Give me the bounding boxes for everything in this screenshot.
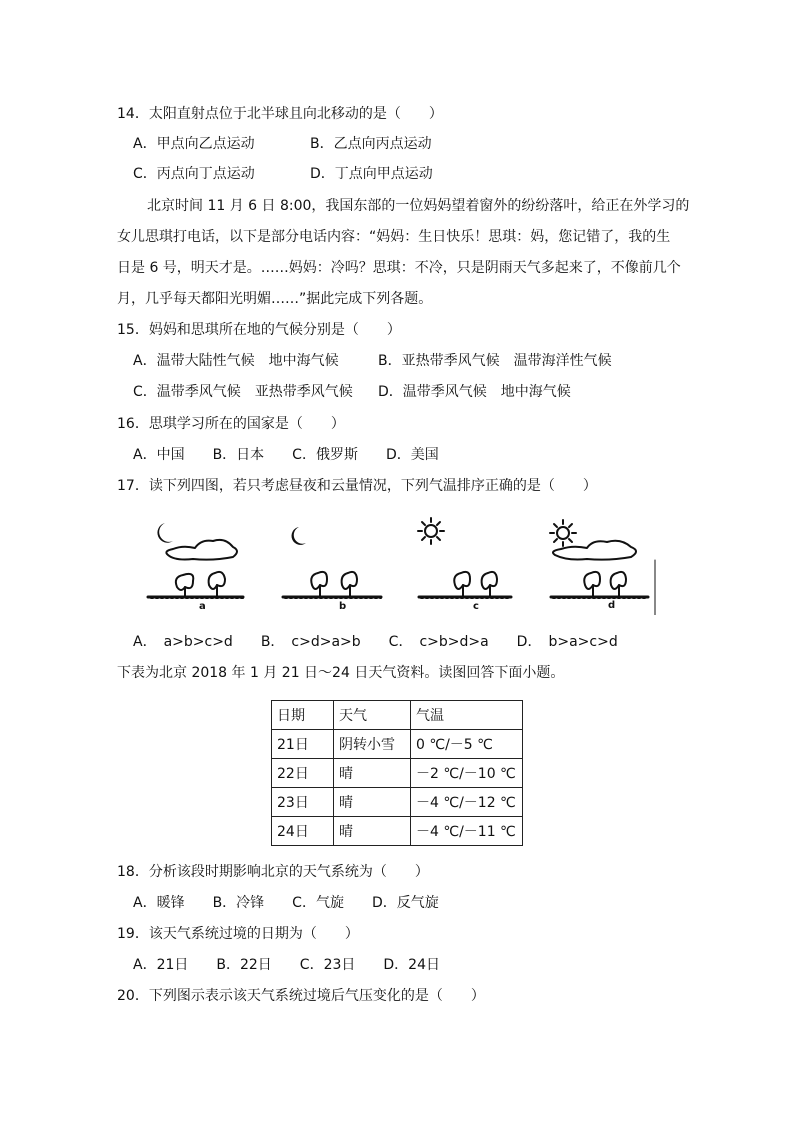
q16-options: A．中国 B．日本 C．俄罗斯 D．美国 — [133, 447, 439, 463]
q15-option-d: D．温带季风气候 地中海气候 — [378, 384, 571, 400]
q14-option-d: D．丁点向甲点运动 — [310, 166, 433, 182]
weather-table — [271, 700, 523, 846]
cell-temperature: －4 ℃/－11 ℃ — [411, 817, 523, 846]
cell-date: 24日 — [272, 817, 334, 846]
passage-line-2: 女儿思琪打电话，以下是部分电话内容：“妈妈：生日快乐！思琪：妈，您记错了，我的生 — [117, 229, 671, 245]
q14-option-a: A．甲点向乙点运动 — [133, 136, 255, 152]
cell-weather: 晴 — [334, 788, 411, 817]
cell-temperature: －2 ℃/－10 ℃ — [411, 759, 523, 788]
q17-options: A． a>b>c>d B． c>d>a>b C． c>b>d>a D． b>a>c>d — [133, 634, 618, 650]
cell-date: 23日 — [272, 788, 334, 817]
trees-icon-a — [176, 572, 225, 597]
table-intro: 下表为北京 2018 年 1 月 21 日～24 日天气资料。读图回答下面小题。 — [117, 665, 565, 681]
header-weather: 天气 — [334, 701, 411, 730]
q15-option-b: B．亚热带季风气候 温带海洋性气候 — [378, 353, 612, 369]
cloud-icon-d — [553, 541, 636, 560]
cell-date: 21日 — [272, 730, 334, 759]
q16-stem: 16．思琪学习所在的国家是（ ） — [117, 416, 345, 432]
sun-icon-c — [418, 518, 444, 544]
cell-date: 22日 — [272, 759, 334, 788]
q14-option-b: B．乙点向丙点运动 — [310, 136, 432, 152]
cell-weather: 晴 — [334, 817, 411, 846]
passage-line-1: 北京时间 11 月 6 日 8:00，我国东部的一位妈妈望着窗外的纷纷落叶，给正在外学习的 — [147, 198, 690, 214]
figure-label-b: b — [339, 601, 347, 612]
q15-option-a: A．温带大陆性气候 地中海气候 — [133, 353, 339, 369]
table-row — [272, 817, 523, 846]
q18-options: A．暖锋 B．冷锋 C．气旋 D．反气旋 — [133, 895, 439, 911]
cell-weather: 晴 — [334, 759, 411, 788]
cloud-icon-a — [166, 540, 237, 560]
q15-stem: 15．妈妈和思琪所在地的气候分别是（ ） — [117, 322, 401, 338]
figure-label-d: d — [608, 600, 616, 611]
table-row — [272, 788, 523, 817]
q17-figure — [143, 515, 663, 615]
q18-stem: 18．分析该段时期影响北京的天气系统为（ ） — [117, 864, 429, 880]
q19-stem: 19．该天气系统过境的日期为（ ） — [117, 926, 359, 942]
q19-options: A．21日 B．22日 C．23日 D．24日 — [133, 957, 440, 973]
q14-option-c: C．丙点向丁点运动 — [133, 166, 255, 182]
header-temperature: 气温 — [411, 701, 523, 730]
q20-stem: 20．下列图示表示该天气系统过境后气压变化的是（ ） — [117, 988, 485, 1004]
passage-line-3: 日是 6 号，明天才是。……妈妈：冷吗？思琪：不冷，只是阴雨天气多起来了，不像前几个 — [117, 260, 681, 276]
cell-temperature: －4 ℃/－12 ℃ — [411, 788, 523, 817]
table-row — [272, 730, 523, 759]
trees-icon-b — [311, 572, 357, 597]
moon-icon-b — [292, 527, 306, 545]
moon-icon-a — [157, 523, 173, 543]
trees-icon-d — [584, 572, 626, 597]
trees-icon-c — [454, 572, 497, 597]
q15-option-c: C．温带季风气候 亚热带季风气候 — [133, 384, 353, 400]
table-header-row — [272, 701, 523, 730]
figure-label-a: a — [199, 601, 206, 612]
q14-stem: 14．太阳直射点位于北半球且向北移动的是（ ） — [117, 106, 443, 122]
passage-line-4: 月，几乎每天都阳光明媚……”据此完成下列各题。 — [117, 291, 433, 307]
sun-icon-d — [550, 520, 576, 546]
table-row — [272, 759, 523, 788]
q17-stem: 17．读下列四图，若只考虑昼夜和云量情况，下列气温排序正确的是（ ） — [117, 478, 597, 494]
cell-temperature: 0 ℃/－5 ℃ — [411, 730, 523, 759]
cell-weather: 阴转小雪 — [334, 730, 411, 759]
figure-label-c: c — [473, 601, 479, 612]
header-date: 日期 — [272, 701, 334, 730]
